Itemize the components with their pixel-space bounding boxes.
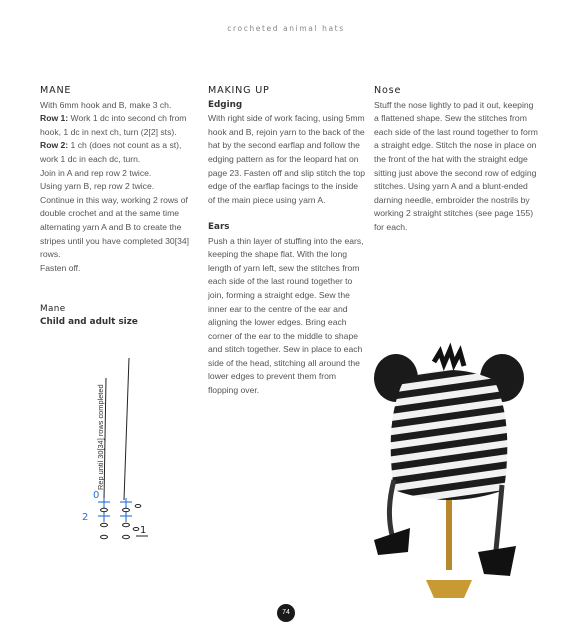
nose-heading: Nose: [374, 85, 402, 96]
row-2-label: Row 2:: [40, 140, 69, 151]
chart-stitches: [98, 498, 132, 522]
page-number: 74: [277, 604, 295, 622]
row-1-text: Work 1 dc into second ch from hook, 1 dc in next ch, turn (2[2] sts).: [40, 113, 187, 137]
mane-tuft: [434, 350, 464, 366]
mane-intro: With 6mm hook and B, make 3 ch.: [40, 99, 172, 110]
chart-vertical-label: Rep until 30[34] rows completed: [96, 384, 105, 490]
column-making-up: [208, 84, 366, 398]
chart-row-mark: 0: [93, 490, 100, 501]
mane-line: Join in A and rep row 2 twice.: [40, 167, 152, 178]
chart-row-mark: 2: [82, 512, 89, 523]
stand-base: [426, 580, 472, 598]
mane-stitch-chart: [78, 350, 168, 550]
making-up-heading: MAKING UP: [208, 85, 270, 96]
chart-subtitle: Child and adult size: [40, 317, 138, 328]
mane-row-1: [40, 112, 200, 139]
mane-line: Continue in this way, working 2 rows of double crochet and at the same time alternating yarn A and B to create the stripes until you have completed 30[34] rows.: [40, 194, 190, 260]
row-1-label: Row 1:: [40, 113, 69, 124]
chain-stitches: [101, 505, 141, 539]
mane-line: Fasten off.: [40, 262, 81, 273]
mane-line: Using yarn B, rep row 2 twice.: [40, 181, 155, 192]
striped-hat: [384, 360, 514, 510]
ears-title: Ears: [208, 221, 230, 232]
zebra-hat-photo: [364, 340, 534, 610]
edging-title: Edging: [208, 99, 243, 110]
chart-line-right: [124, 358, 129, 500]
edging-text: With right side of work facing, using 5mm hook and B, rejoin yarn to the back of the hat by the second earflap and follow the edging pattern as for the leopard hat on page 23. Fasten off and slip stitch the top edge of the earflap facings to the inside of the main piece using yarn A.: [208, 113, 366, 205]
column-mane: [40, 84, 200, 330]
row-2-text: 1 ch (does not count as a st), work 1 dc in each dc, turn.: [40, 140, 182, 164]
right-tassel: [478, 546, 516, 576]
running-head: crocheted animal hats: [227, 24, 345, 33]
column-nose: [374, 84, 538, 235]
nose-text: Stuff the nose lightly to pad it out, keeping a flattened shape. Sew the stitches from each side of the last round together to form a straight edge. Stitch the nose in place on the front of the hat with the straight edge sitting just above the second row of edging stitches. Using yarn A and a blunt-ended darning needle, embroider the nostrils by working 2 straight stitches (see page 155) for each.: [374, 99, 538, 232]
mane-heading: MANE: [40, 85, 72, 96]
mane-row-2: [40, 139, 200, 166]
chart-row-mark: 1: [140, 525, 147, 536]
stand-pole: [446, 500, 452, 570]
ears-text: Push a thin layer of stuffing into the ears, keeping the shape flat. With the long length of yarn left, sew the stitches from each side of the last round together to join, forming a straight edge. Sew the inner ear to the centre of the ear and aligning the lower edges. Bring each corner of the ear to the middle to shape and stitch together. Sew in place to each side of the head, stitching all around the lower edges to prevent them from flopping over.: [208, 235, 364, 396]
chart-title: Mane: [40, 303, 66, 314]
